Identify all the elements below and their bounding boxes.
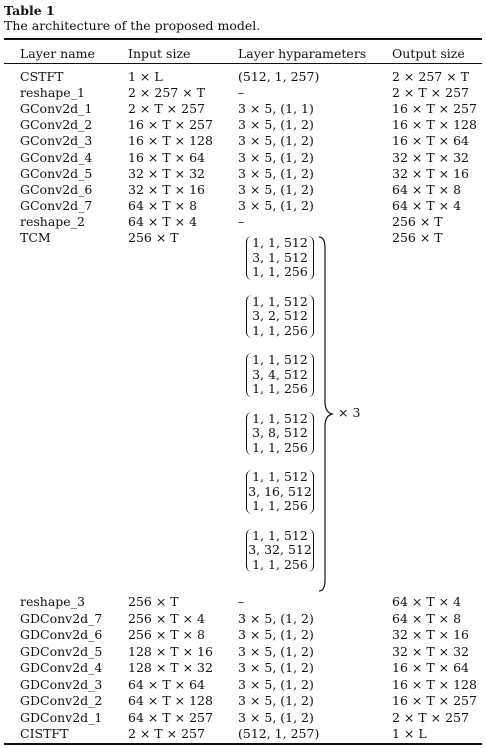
- cell-output: 2 × T × 257: [392, 85, 469, 101]
- cell-params: 3 × 5, (1, 2): [238, 643, 314, 659]
- cell-layer: GDConv2d_6: [20, 627, 103, 642]
- tcm-block-line: 1, 1, 512: [252, 293, 308, 309]
- cell-input: 64 × T × 8: [128, 197, 198, 213]
- cell-layer: reshape_3: [20, 594, 85, 609]
- cell-layer: CSTFT: [20, 69, 64, 84]
- cell-output: 256 × T: [392, 230, 443, 245]
- cell-layer: TCM: [20, 230, 51, 245]
- cell-params: (512, 1, 257): [238, 726, 320, 741]
- table-description: The architecture of the proposed model.: [4, 18, 261, 33]
- cell-output: 16 × T × 64: [392, 660, 469, 675]
- cell-input: 16 × T × 257: [128, 117, 213, 133]
- cell-layer: GDConv2d_2: [20, 693, 103, 708]
- cell-layer: reshape_1: [20, 85, 85, 101]
- cell-input: 64 × T × 4: [128, 213, 198, 229]
- tcm-block-line: 3, 2, 512: [252, 308, 308, 323]
- cell-input: 16 × T × 64: [128, 149, 205, 165]
- table-title: Table 1: [4, 3, 55, 18]
- cell-layer: GDConv2d_4: [20, 660, 103, 675]
- cell-input: 1 × L: [128, 69, 163, 84]
- tcm-block-line: 3, 1, 512: [252, 249, 308, 265]
- cell-params: 3 × 5, (1, 2): [238, 117, 314, 133]
- left-paren: [246, 236, 253, 280]
- repeat-brace: [318, 236, 334, 592]
- header-rule: [4, 63, 482, 64]
- cell-output: 256 × T: [392, 213, 443, 229]
- cell-params: 3 × 5, (1, 1): [238, 101, 314, 117]
- cell-output: 2 × 257 × T: [392, 69, 469, 84]
- cell-params: 3 × 5, (1, 2): [238, 610, 314, 626]
- cell-params: 3 × 5, (1, 2): [238, 709, 314, 725]
- tcm-block-line: 3, 16, 512: [248, 483, 312, 499]
- table-caption: [4, 3, 260, 33]
- left-paren: [246, 529, 253, 573]
- cell-layer: GConv2d_2: [20, 117, 93, 133]
- cell-input: 2 × T × 257: [128, 101, 205, 117]
- tcm-block: [246, 236, 314, 280]
- cell-input: 128 × T × 16: [128, 643, 213, 659]
- cell-input: 16 × T × 128: [128, 133, 213, 149]
- cell-layer: GConv2d_7: [20, 197, 93, 213]
- cell-output: 64 × T × 8: [392, 610, 462, 626]
- cell-input: 128 × T × 32: [128, 660, 213, 675]
- cell-output: 16 × T × 257: [392, 101, 477, 117]
- tcm-block-line: 1, 1, 512: [252, 235, 308, 250]
- tcm-block-line: 1, 1, 256: [252, 556, 308, 572]
- tcm-block-line: 1, 1, 256: [252, 498, 308, 513]
- cell-params: 3 × 5, (1, 2): [238, 149, 314, 165]
- cell-output: 32 × T × 16: [392, 165, 469, 181]
- cell-output: 1 × L: [392, 726, 427, 741]
- cell-params: 3 × 5, (1, 2): [238, 197, 314, 213]
- tcm-block-line: 1, 1, 512: [252, 410, 308, 426]
- cell-layer: GConv2d_4: [20, 149, 93, 165]
- cell-output: 64 × T × 8: [392, 181, 462, 197]
- tcm-block-line: 1, 1, 512: [252, 469, 308, 484]
- cell-output: 16 × T × 128: [392, 117, 477, 133]
- cell-layer: GDConv2d_7: [20, 610, 103, 626]
- right-paren: [307, 470, 314, 514]
- cell-input: 64 × T × 64: [128, 676, 205, 692]
- cell-params: 3 × 5, (1, 2): [238, 660, 314, 675]
- cell-input: 256 × T × 4: [128, 610, 205, 626]
- cell-params: 3 × 5, (1, 2): [238, 133, 314, 149]
- left-paren: [246, 295, 253, 339]
- tcm-block-line: 1, 1, 512: [252, 352, 308, 367]
- cell-layer: CISTFT: [20, 726, 69, 741]
- cell-layer: GConv2d_3: [20, 133, 93, 149]
- cell-input: 64 × T × 128: [128, 693, 213, 708]
- header-layer-hyparameters: Layer hyparameters: [238, 46, 367, 61]
- right-paren: [307, 353, 314, 397]
- right-paren: [307, 236, 314, 280]
- tcm-block-line: 1, 1, 256: [252, 264, 308, 279]
- cell-layer: GConv2d_6: [20, 181, 93, 197]
- left-paren: [246, 470, 253, 514]
- cell-layer: GConv2d_5: [20, 165, 93, 181]
- right-paren: [307, 412, 314, 456]
- cell-output: 16 × T × 64: [392, 133, 469, 149]
- cell-params: 3 × 5, (1, 2): [238, 676, 314, 692]
- cell-layer: GConv2d_1: [20, 101, 93, 117]
- tcm-block-line: 1, 1, 256: [252, 322, 308, 338]
- cell-input: 32 × T × 32: [128, 165, 205, 181]
- cell-input: 256 × T: [128, 230, 179, 245]
- tcm-block-line: 3, 32, 512: [248, 542, 312, 557]
- left-paren: [246, 353, 253, 397]
- tcm-block: [246, 470, 314, 514]
- cell-output: 2 × T × 257: [392, 709, 469, 725]
- cell-params: –: [238, 213, 245, 229]
- cell-output: 64 × T × 4: [392, 594, 462, 609]
- top-rule: [4, 38, 482, 40]
- cell-input: 256 × T × 8: [128, 627, 205, 642]
- cell-params: 3 × 5, (1, 2): [238, 693, 314, 708]
- cell-input: 32 × T × 16: [128, 181, 205, 197]
- cell-output: 16 × T × 128: [392, 676, 477, 692]
- tcm-block: [246, 353, 314, 397]
- tcm-block-line: 1, 1, 256: [252, 439, 308, 455]
- cell-params: (512, 1, 257): [238, 69, 320, 84]
- right-paren: [307, 529, 314, 573]
- cell-input: 2 × T × 257: [128, 726, 205, 741]
- cell-layer: GDConv2d_1: [20, 709, 103, 725]
- cell-params: 3 × 5, (1, 2): [238, 181, 314, 197]
- left-paren: [246, 412, 253, 456]
- tcm-block: [246, 412, 314, 456]
- cell-output: 32 × T × 16: [392, 627, 469, 642]
- cell-output: 32 × T × 32: [392, 149, 469, 165]
- tcm-block: [246, 529, 314, 573]
- tcm-block-line: 1, 1, 512: [252, 527, 308, 543]
- cell-params: 3 × 5, (1, 2): [238, 165, 314, 181]
- tcm-block-line: 3, 8, 512: [252, 425, 308, 440]
- cell-params: –: [238, 594, 245, 609]
- cell-input: 64 × T × 257: [128, 709, 213, 725]
- tcm-block: [246, 295, 314, 339]
- header-layer-name: Layer name: [20, 46, 95, 61]
- cell-output: 32 × T × 32: [392, 643, 469, 659]
- cell-input: 256 × T: [128, 594, 179, 609]
- cell-layer: reshape_2: [20, 213, 85, 229]
- cell-input: 2 × 257 × T: [128, 85, 205, 101]
- bottom-rule: [4, 743, 482, 745]
- cell-output: 16 × T × 257: [392, 693, 477, 708]
- right-paren: [307, 295, 314, 339]
- tcm-repeat-count: × 3: [338, 405, 361, 420]
- cell-params: –: [238, 85, 245, 101]
- tcm-block-line: 1, 1, 256: [252, 381, 308, 396]
- cell-output: 64 × T × 4: [392, 197, 462, 213]
- cell-layer: GDConv2d_5: [20, 643, 103, 659]
- tcm-block-line: 3, 4, 512: [252, 366, 308, 382]
- header-output-size: Output size: [392, 46, 465, 61]
- header-input-size: Input size: [128, 46, 191, 61]
- cell-params: 3 × 5, (1, 2): [238, 627, 314, 642]
- cell-layer: GDConv2d_3: [20, 676, 103, 692]
